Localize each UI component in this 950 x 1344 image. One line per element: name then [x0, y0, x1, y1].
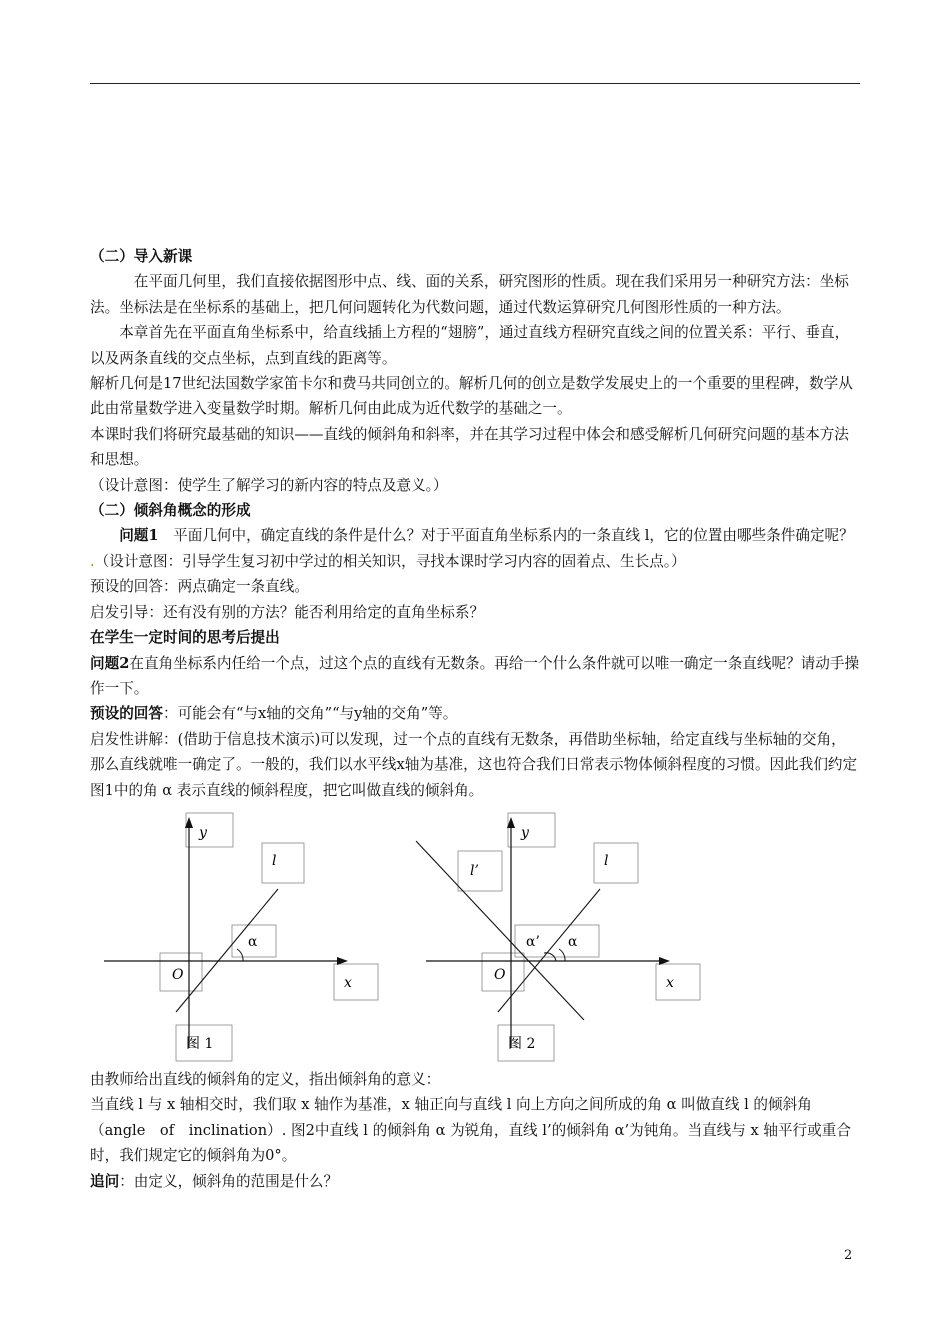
after-thinking: 在学生一定时间的思考后提出: [90, 629, 280, 647]
fig1-caption: 图 1: [186, 1035, 214, 1052]
design-intent-2-text: （设计意图：引导学生复习初中学过的相关知识，寻找本课时学习内容的固着点、生长点。）: [94, 552, 686, 570]
preset-answer-2-label: 预设的回答: [90, 705, 163, 723]
figures: [90, 803, 860, 1067]
fig1-angle-label: α: [248, 933, 258, 950]
preset-answer: 预设的回答：两点确定一条直线。: [90, 578, 309, 596]
paragraph-chapter-overview: 本章首先在平面直角坐标系中，给直线插上方程的“翅膀”，通过直线方程研究直线之间的位置关系：平行、垂直，以及两条直线的交点坐标，点到直线的距离等。: [90, 324, 850, 367]
preset-answer-2: [90, 701, 860, 726]
preset-answer-2-text: ：可能会有“与x轴的交角”“与y轴的交角”等。: [162, 705, 458, 723]
fig2-line2-label: l’: [470, 862, 479, 879]
question-1-text: 平面几何中，确定直线的条件是什么？对于平面直角坐标系内的一条直线 l，它的位置由哪些条件确定呢？: [158, 527, 854, 545]
definition-intro: 由教师给出直线的倾斜角的定义，指出倾斜角的意义：: [90, 1070, 441, 1088]
paragraph-design-intent: （设计意图：使学生了解学习的新内容的特点及意义。）: [90, 476, 448, 494]
paragraph-lesson-goal: 本课时我们将研究最基础的知识——直线的倾斜角和斜率，并在其学习过程中体会和感受解析几何研究问题的基本方法和思想。: [90, 425, 849, 469]
fig2-line-label: l: [604, 852, 609, 869]
definition-paragraph: 当直线 l 与 x 轴相交时，我们取 x 轴作为基准，x 轴正向与直线 l 向上方向之间所成的角 α 叫做直线 l 的倾斜角（angle of inclination）. 图2中直线 l 的倾斜角 α 为锐角，直线 l’的倾斜角 α’为钝角。当直线与 x 轴平行或重合时，我们规定它的倾斜角为0°。: [90, 1096, 851, 1165]
figure-1: [104, 813, 378, 1061]
section-title-concept: （二）倾斜角概念的形成: [90, 502, 251, 520]
fig2-caption: 图 2: [508, 1035, 536, 1052]
paragraph-history: 解析几何是17世纪法国数学家笛卡尔和费马共同创立的。解析几何的创立是数学发展史上的一个重要的里程碑，数学从此由常量数学进入变量数学时期。解析几何由此成为近代数学的基础之一。: [90, 375, 853, 418]
question-1-label: 问题1: [119, 527, 159, 545]
lecture-paragraph: 启发性讲解：(借助于信息技术演示)可以发现，过一个点的直线有无数条，再借助坐标轴，给定直线与坐标轴的交角，那么直线就唯一确定了。一般的，我们以水平线x轴为基准，这也符合我们日常表示物体倾斜程度的习惯。因此我们约定图1中的角 α 表示直线的倾斜程度，把它叫做直线的倾斜角。: [90, 730, 858, 799]
question-2-label: 问题2: [90, 654, 130, 672]
fig2-y-label: y: [521, 824, 529, 841]
follow-up-text: ：由定义，倾斜角的范围是什么？: [119, 1172, 339, 1190]
fig1-x-label: x: [344, 974, 352, 991]
paragraph-coordinate-method: 在平面几何里，我们直接依据图形中点、线、面的关系，研究图形的性质。现在我们采用另一种研究方法：坐标法。坐标法是在坐标系的基础上，把几何问题转化为代数问题，通过代数运算研究几何图形性质的一种方法。: [90, 273, 849, 316]
fig2-angle2-label: α’: [526, 933, 540, 950]
question-2-text: 在直角坐标系内任给一个点，过这个点的直线有无数条。再给一个什么条件就可以唯一确定一条直线呢？请动手操作一下。: [90, 654, 860, 697]
page-number: 2: [844, 1248, 853, 1263]
fig1-origin-label: O: [172, 966, 184, 983]
fig2-origin-label: O: [494, 966, 506, 983]
header-rule: [90, 83, 860, 84]
page-body: [90, 244, 860, 1194]
guiding-question: 启发引导：还有没有别的方法？能否利用给定的直角坐标系？: [90, 603, 485, 621]
follow-up-label: 追问: [90, 1172, 120, 1190]
question-1: [90, 523, 860, 548]
fig1-y-label: y: [199, 824, 207, 841]
fig1-line-label: l: [272, 852, 277, 869]
figure-2: [416, 813, 700, 1061]
fig2-x-label: x: [666, 974, 674, 991]
design-intent-2: [90, 549, 860, 574]
section-title-intro: （二）导入新课: [90, 248, 193, 265]
follow-up-question: [90, 1169, 860, 1194]
question-2: [90, 651, 860, 702]
margin-mark: .: [90, 552, 95, 570]
figures-svg: [90, 803, 860, 1067]
fig2-angle-label: α: [568, 933, 578, 950]
